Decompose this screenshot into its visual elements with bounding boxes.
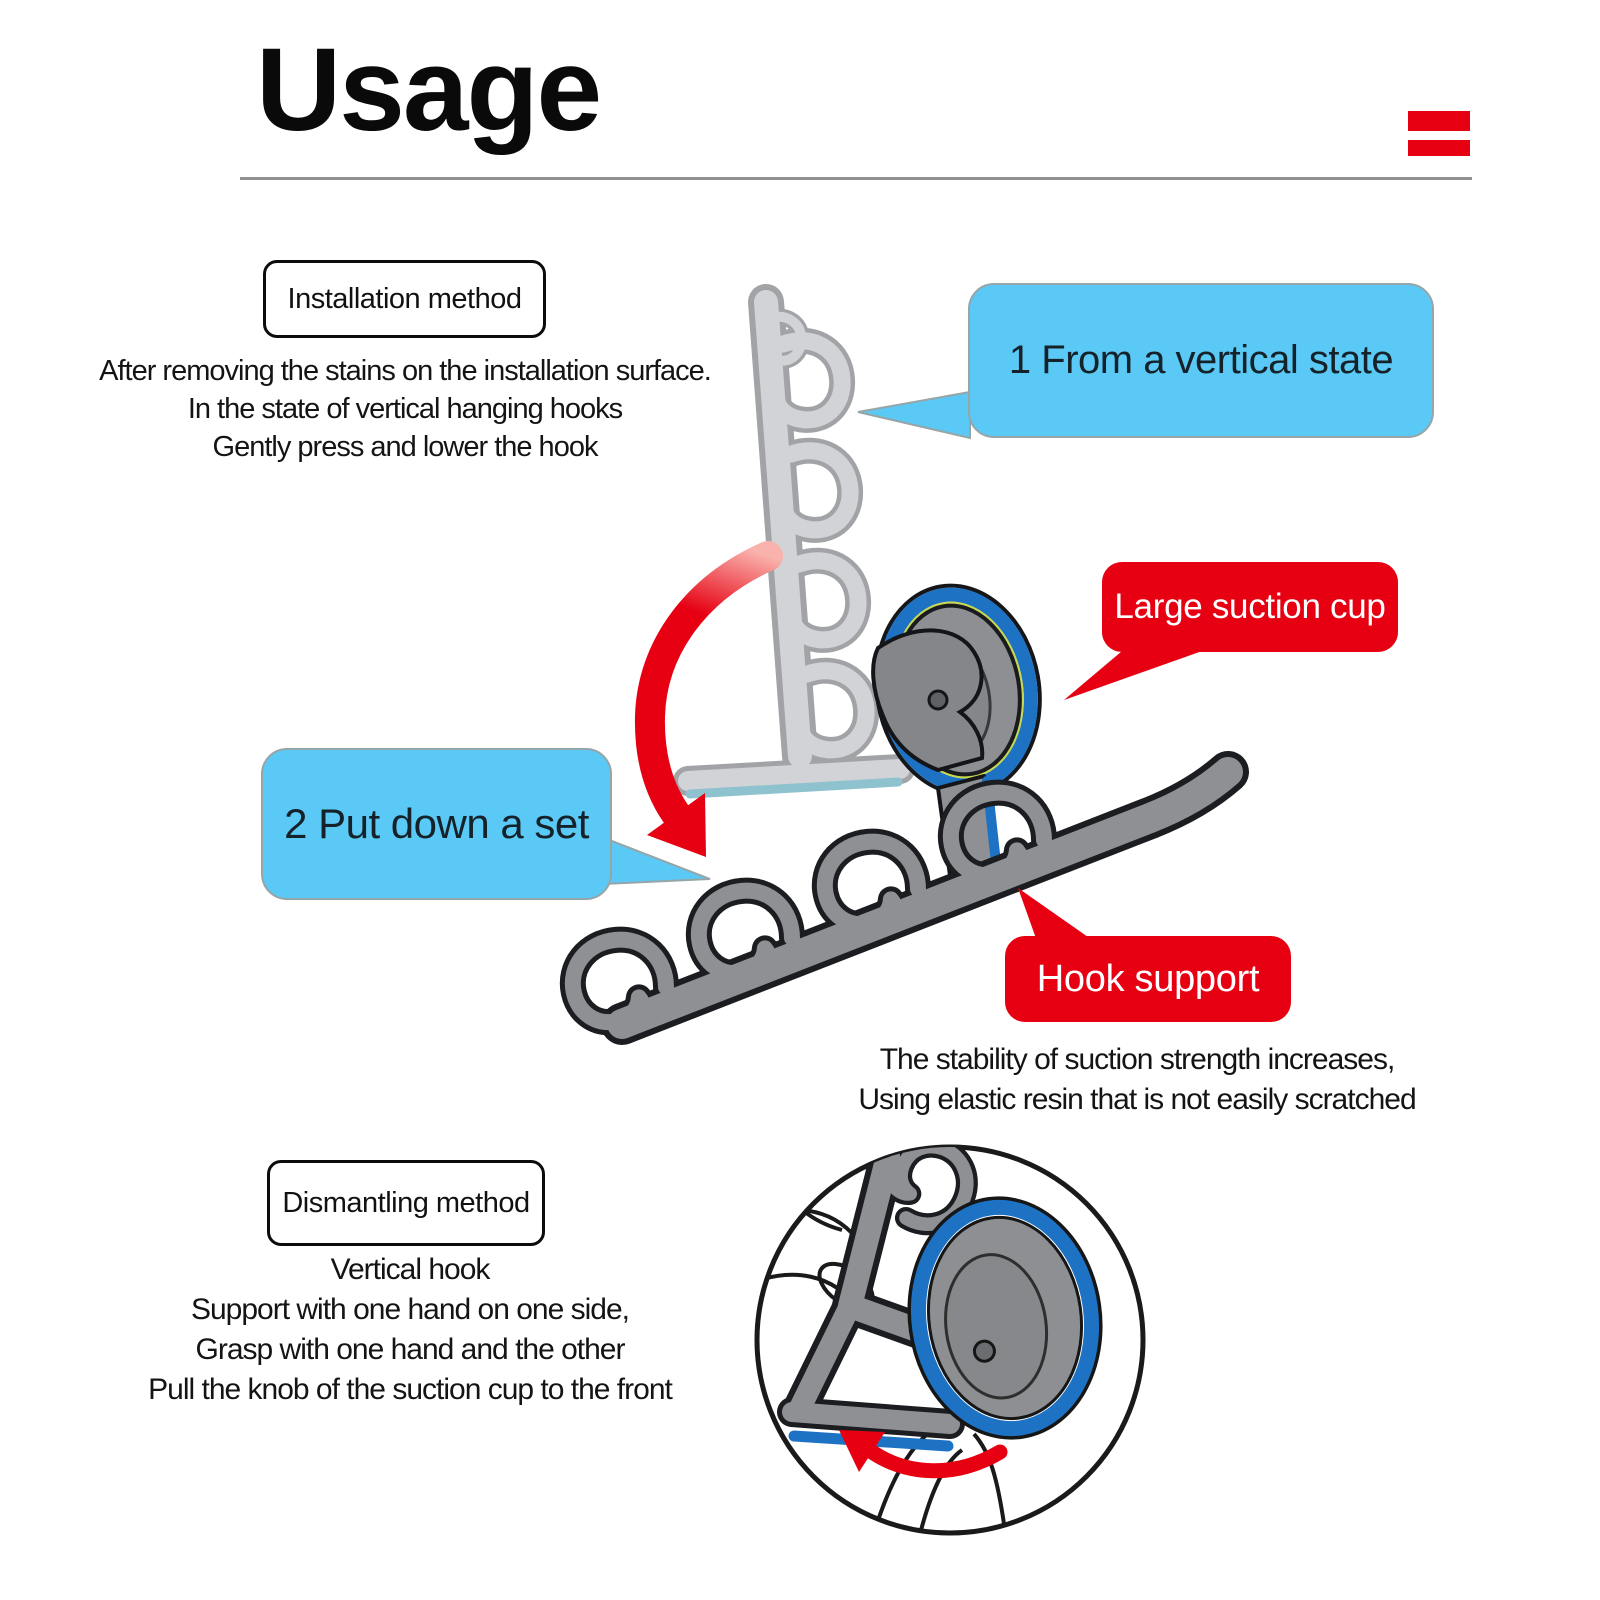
rotate-down-arrow-icon (647, 556, 768, 857)
instruction-line: Vertical hook (330, 1253, 490, 1286)
installation-method-label-box (263, 260, 546, 338)
page-title: Usage (256, 24, 601, 156)
dismantling-method-label: Dismantling method (282, 1186, 530, 1219)
callout-large-suction-cup: Large suction cup (1102, 562, 1398, 652)
installation-method-label: Installation method (287, 282, 522, 315)
stability-note (762, 1040, 1512, 1120)
instruction-line: Pull the knob of the suction cup to the front (148, 1373, 672, 1406)
callout-hook-support: Hook support (1005, 936, 1291, 1022)
red-equals-icon (1408, 111, 1470, 156)
callout-from-vertical-state: 1 From a vertical state (968, 283, 1434, 438)
dismantling-method-label-box (267, 1160, 545, 1246)
title-underline (240, 177, 1472, 180)
callout-tail-vertical-state (858, 392, 970, 438)
instruction-line: Support with one hand on one side, (190, 1293, 630, 1326)
note-line: The stability of suction strength increases, (879, 1043, 1395, 1076)
callout-put-down-a-set: 2 Put down a set (261, 748, 612, 900)
latch-lever-graphic (873, 630, 982, 770)
instruction-line: Grasp with one hand and the other (195, 1333, 625, 1366)
callout-tail-suction-cup (1064, 646, 1205, 700)
instruction-line: After removing the stains on the installation surface. (99, 355, 711, 387)
note-line: Using elastic resin that is not easily scratched (858, 1083, 1416, 1116)
installation-instructions (55, 352, 755, 466)
instruction-line: Gently press and lower the hook (212, 431, 598, 463)
instruction-line: In the state of vertical hanging hooks (187, 393, 623, 425)
dismantling-instructions (40, 1250, 780, 1410)
dismantling-detail-view (744, 1140, 1143, 1538)
